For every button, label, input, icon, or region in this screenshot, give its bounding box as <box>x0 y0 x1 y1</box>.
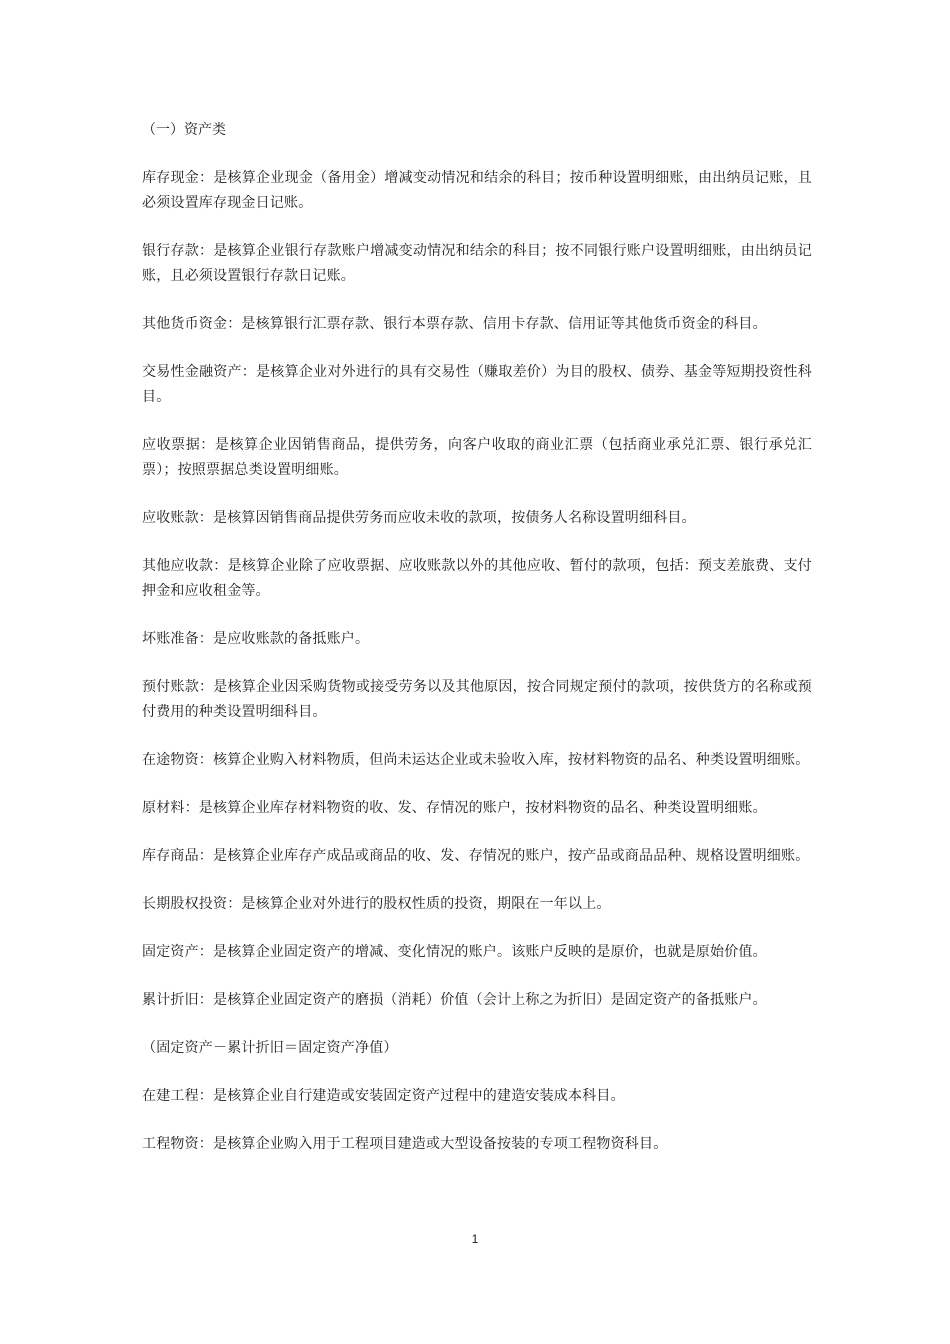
paragraph-cash-on-hand: 库存现金：是核算企业现金（备用金）增减变动情况和结余的科目；按币种设置明细账，由出纳员记账，且必须设置库存现金日记账。 <box>142 170 812 211</box>
paragraph-accumulated-depreciation: 累计折旧：是核算企业固定资产的磨损（消耗）价值（会计上称之为折旧）是固定资产的备抵账户。 <box>142 992 767 1008</box>
paragraph-notes-receivable: 应收票据：是核算企业因销售商品，提供劳务，向客户收取的商业汇票（包括商业承兑汇票、银行承兑汇票）；按照票据总类设置明细账。 <box>142 437 812 478</box>
paragraph-long-term-equity: 长期股权投资：是核算企业对外进行的股权性质的投资，期限在一年以上。 <box>142 896 611 912</box>
paragraph-other-receivables: 其他应收款：是核算企业除了应收票据、应收账款以外的其他应收、暂付的款项，包括：预支差旅费、支付押金和应收租金等。 <box>142 558 812 599</box>
paragraph-engineering-materials: 工程物资：是核算企业购入用于工程项目建造或大型设备按装的专项工程物资科目。 <box>142 1136 668 1152</box>
paragraph-fixed-assets: 固定资产：是核算企业固定资产的增减、变化情况的账户。该账户反映的是原价，也就是原始价值。 <box>142 944 767 960</box>
paragraph-construction-in-progress: 在建工程：是核算企业自行建造或安装固定资产过程中的建造安装成本科目。 <box>142 1088 625 1104</box>
paragraph-materials-in-transit: 在途物资：核算企业购入材料物质，但尚未运达企业或未验收入库，按材料物资的品名、种类设置明细账。 <box>142 752 810 768</box>
page-number: 1 <box>471 1232 479 1246</box>
paragraph-bank-deposit: 银行存款：是核算企业银行存款账户增减变动情况和结余的科目；按不同银行账户设置明细账，由出纳员记账，且必须设置银行存款日记账。 <box>142 243 812 284</box>
paragraph-bad-debt-provision: 坏账准备：是应收账款的备抵账户。 <box>142 631 370 647</box>
paragraph-accounts-receivable: 应收账款：是核算因销售商品提供劳务而应收未收的款项，按债务人名称设置明细科目。 <box>142 510 696 526</box>
paragraph-raw-materials: 原材料：是核算企业库存材料物资的收、发、存情况的账户，按材料物资的品名、种类设置明细账。 <box>142 800 767 816</box>
paragraph-other-monetary-funds: 其他货币资金：是核算银行汇票存款、银行本票存款、信用卡存款、信用证等其他货币资金的科目。 <box>142 316 767 332</box>
paragraph-inventory-goods: 库存商品：是核算企业库存产成品或商品的收、发、存情况的账户，按产品或商品品种、规格设置明细账。 <box>142 848 810 864</box>
paragraph-prepayments: 预付账款：是核算企业因采购货物或接受劳务以及其他原因，按合同规定预付的款项，按供货方的名称或预付费用的种类设置明细科目。 <box>142 679 812 720</box>
paragraph-net-value-formula: （固定资产－累计折旧＝固定资产净值） <box>142 1040 398 1056</box>
paragraph-trading-financial-assets: 交易性金融资产：是核算企业对外进行的具有交易性（赚取差价）为目的股权、债券、基金等短期投资性科目。 <box>142 364 812 405</box>
document-body <box>142 118 812 1180</box>
section-heading: （一）资产类 <box>142 122 226 138</box>
